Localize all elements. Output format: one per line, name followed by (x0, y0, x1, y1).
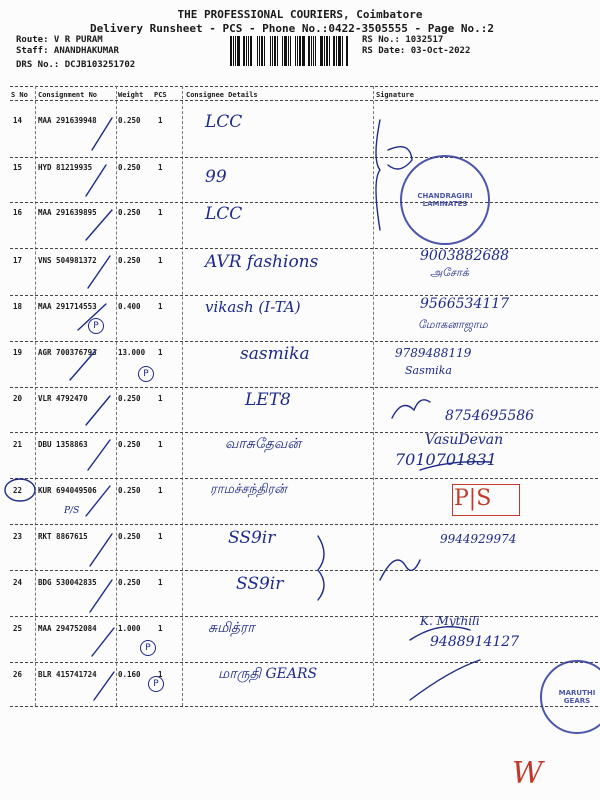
row-phone: மோகனாஜாம (418, 318, 488, 331)
p-mark: P (140, 640, 156, 656)
row-sno: 17 (13, 256, 23, 265)
runsheet-title: Delivery Runsheet - PCS - Phone No.:0422-3505555 - Page No.:2 (90, 22, 494, 35)
col-header-signature: Signature (376, 91, 414, 99)
row-pcs: 1 (158, 163, 163, 172)
row-sno: 21 (13, 440, 23, 449)
row-phone: Sasmika (405, 364, 452, 377)
p-mark: P (138, 366, 154, 382)
row-pcs: 1 (158, 624, 163, 633)
tick-mark (90, 580, 112, 612)
row-consignee: ராமச்சந்திரன் (210, 482, 287, 497)
row-consignee: sasmika (240, 344, 310, 364)
drs-number: DRS No.: DCJB103251702 (16, 60, 136, 70)
signature-scribble (410, 627, 470, 640)
col-header-consignment: Consignment No (38, 91, 98, 99)
row-sno: 15 (13, 163, 23, 172)
col-header-sno: S No (11, 91, 28, 99)
row-phone: அசோக் (430, 266, 469, 279)
row-consignee: சுமித்ரா (208, 620, 255, 636)
brace-mark (376, 120, 380, 230)
col-header-pcs: PCS (154, 91, 167, 99)
route-label: Route: V R PURAM (16, 35, 103, 45)
row-consignee: வாசுதேவன் (225, 436, 301, 452)
row-consignee: AVR fashions (205, 252, 319, 272)
signature-scribble (410, 660, 480, 700)
row22-circle (5, 479, 35, 501)
ps-small-mark: P/S (64, 506, 80, 516)
row-weight: 0.250 (118, 532, 141, 541)
row-sno: 16 (13, 208, 23, 217)
row-consignee: மாருதி GEARS (218, 666, 318, 682)
row-signature: K. Mythili (420, 614, 480, 628)
row-pcs: 1 (158, 256, 163, 265)
tick-mark (86, 165, 106, 196)
row-consignee: SS9ir (228, 528, 276, 548)
row-pcs: 1 (158, 486, 163, 495)
row-sno: 19 (13, 348, 23, 357)
row-signature: VasuDevan (425, 432, 504, 448)
row-sno: 24 (13, 578, 23, 587)
row-signature: 9003882688 (420, 248, 510, 264)
row-weight: 13.000 (118, 348, 146, 357)
tick-mark (92, 628, 114, 656)
row-sno: 18 (13, 302, 23, 311)
row-pcs: 1 (158, 670, 163, 679)
ps-mark: P|S (454, 486, 492, 511)
row-consignment: BDG 530042835 (38, 578, 97, 587)
tick-mark (90, 534, 112, 566)
row-pcs: 1 (158, 116, 163, 125)
tick-mark (86, 210, 112, 240)
row-consignee: vikash (I-TA) (205, 298, 301, 316)
tick-mark (92, 118, 112, 150)
company-stamp-top: CHANDRAGIRI LAMINATES (400, 155, 490, 245)
row-weight: 0.250 (118, 256, 141, 265)
row-pcs: 1 (158, 532, 163, 541)
rs-date: RS Date: 03-Oct-2022 (362, 46, 471, 56)
row-consignment: VLR 4792470 (38, 394, 88, 403)
signature-scribble (380, 560, 420, 580)
row-consignment: MAA 291714553 (38, 302, 97, 311)
staff-label: Staff: ANANDHAKUMAR (16, 46, 119, 56)
row-sno: 23 (13, 532, 23, 541)
col-header-weight: Weight (118, 91, 144, 99)
row-pcs: 1 (158, 302, 163, 311)
row-consignee: LCC (205, 112, 243, 132)
row-sno: 22 (13, 486, 23, 495)
row-consignment: RKT 8867615 (38, 532, 88, 541)
row-signature: 9566534117 (420, 296, 510, 312)
row-phone: 7010701831 (395, 450, 497, 469)
signature-scribble (392, 400, 430, 418)
row-consignment: KUR 694049506 (38, 486, 97, 495)
row-signature: 8754695586 (445, 408, 535, 424)
row-pcs: 1 (158, 394, 163, 403)
row-consignment: BLR 415741724 (38, 670, 97, 679)
tick-mark (70, 350, 96, 380)
col-header-consignee: Consignee Details (186, 91, 258, 99)
tick-mark (86, 396, 110, 425)
signature-scribble (388, 147, 412, 169)
tick-mark (94, 672, 114, 700)
row-weight: 0.250 (118, 440, 141, 449)
row-pcs: 1 (158, 578, 163, 587)
row-consignee: LCC (205, 204, 243, 224)
row-signature: 9944929974 (440, 532, 517, 546)
row-pcs: 1 (158, 208, 163, 217)
row-pcs: 1 (158, 440, 163, 449)
row-weight: 0.400 (118, 302, 141, 311)
tick-mark (86, 486, 110, 516)
row-consignee: 99 (205, 167, 227, 187)
tick-mark (88, 256, 110, 288)
row-consignment: HYD 81219935 (38, 163, 93, 172)
row-consignment: MAA 294752084 (38, 624, 97, 633)
p-mark: P (148, 676, 164, 692)
rs-number: RS No.: 1032517 (362, 35, 444, 45)
row-weight: 0.250 (118, 163, 141, 172)
row-weight: 1.000 (118, 624, 141, 633)
row-consignment: MAA 291639948 (38, 116, 97, 125)
row-consignment: AGR 700376793 (38, 348, 97, 357)
row-consignment: VNS 504981372 (38, 256, 97, 265)
row-consignee: SS9ir (236, 574, 284, 594)
company-name: THE PROFESSIONAL COURIERS, Coimbatore (177, 8, 423, 21)
row-phone: 9488914127 (430, 634, 520, 650)
row-consignment: DBU 1358863 (38, 440, 88, 449)
row-weight: 0.160 (118, 670, 141, 679)
company-stamp-bottom: MARUTHI GEARS (540, 660, 600, 734)
w-mark: W (512, 756, 543, 791)
row-weight: 0.250 (118, 116, 141, 125)
row-weight: 0.250 (118, 578, 141, 587)
row-consignee: LET8 (245, 390, 291, 410)
row-pcs: 1 (158, 348, 163, 357)
row-consignment: MAA 291639895 (38, 208, 97, 217)
row-weight: 0.250 (118, 208, 141, 217)
row-sno: 14 (13, 116, 23, 125)
row-sno: 25 (13, 624, 23, 633)
tick-mark (88, 440, 110, 470)
row-weight: 0.250 (118, 486, 141, 495)
brace-mark (318, 536, 324, 600)
row-sno: 20 (13, 394, 23, 403)
row-weight: 0.250 (118, 394, 141, 403)
signature-scribble (420, 462, 490, 470)
row-sno: 26 (13, 670, 23, 679)
p-mark: P (88, 318, 104, 334)
row-signature: 9789488119 (395, 346, 472, 360)
